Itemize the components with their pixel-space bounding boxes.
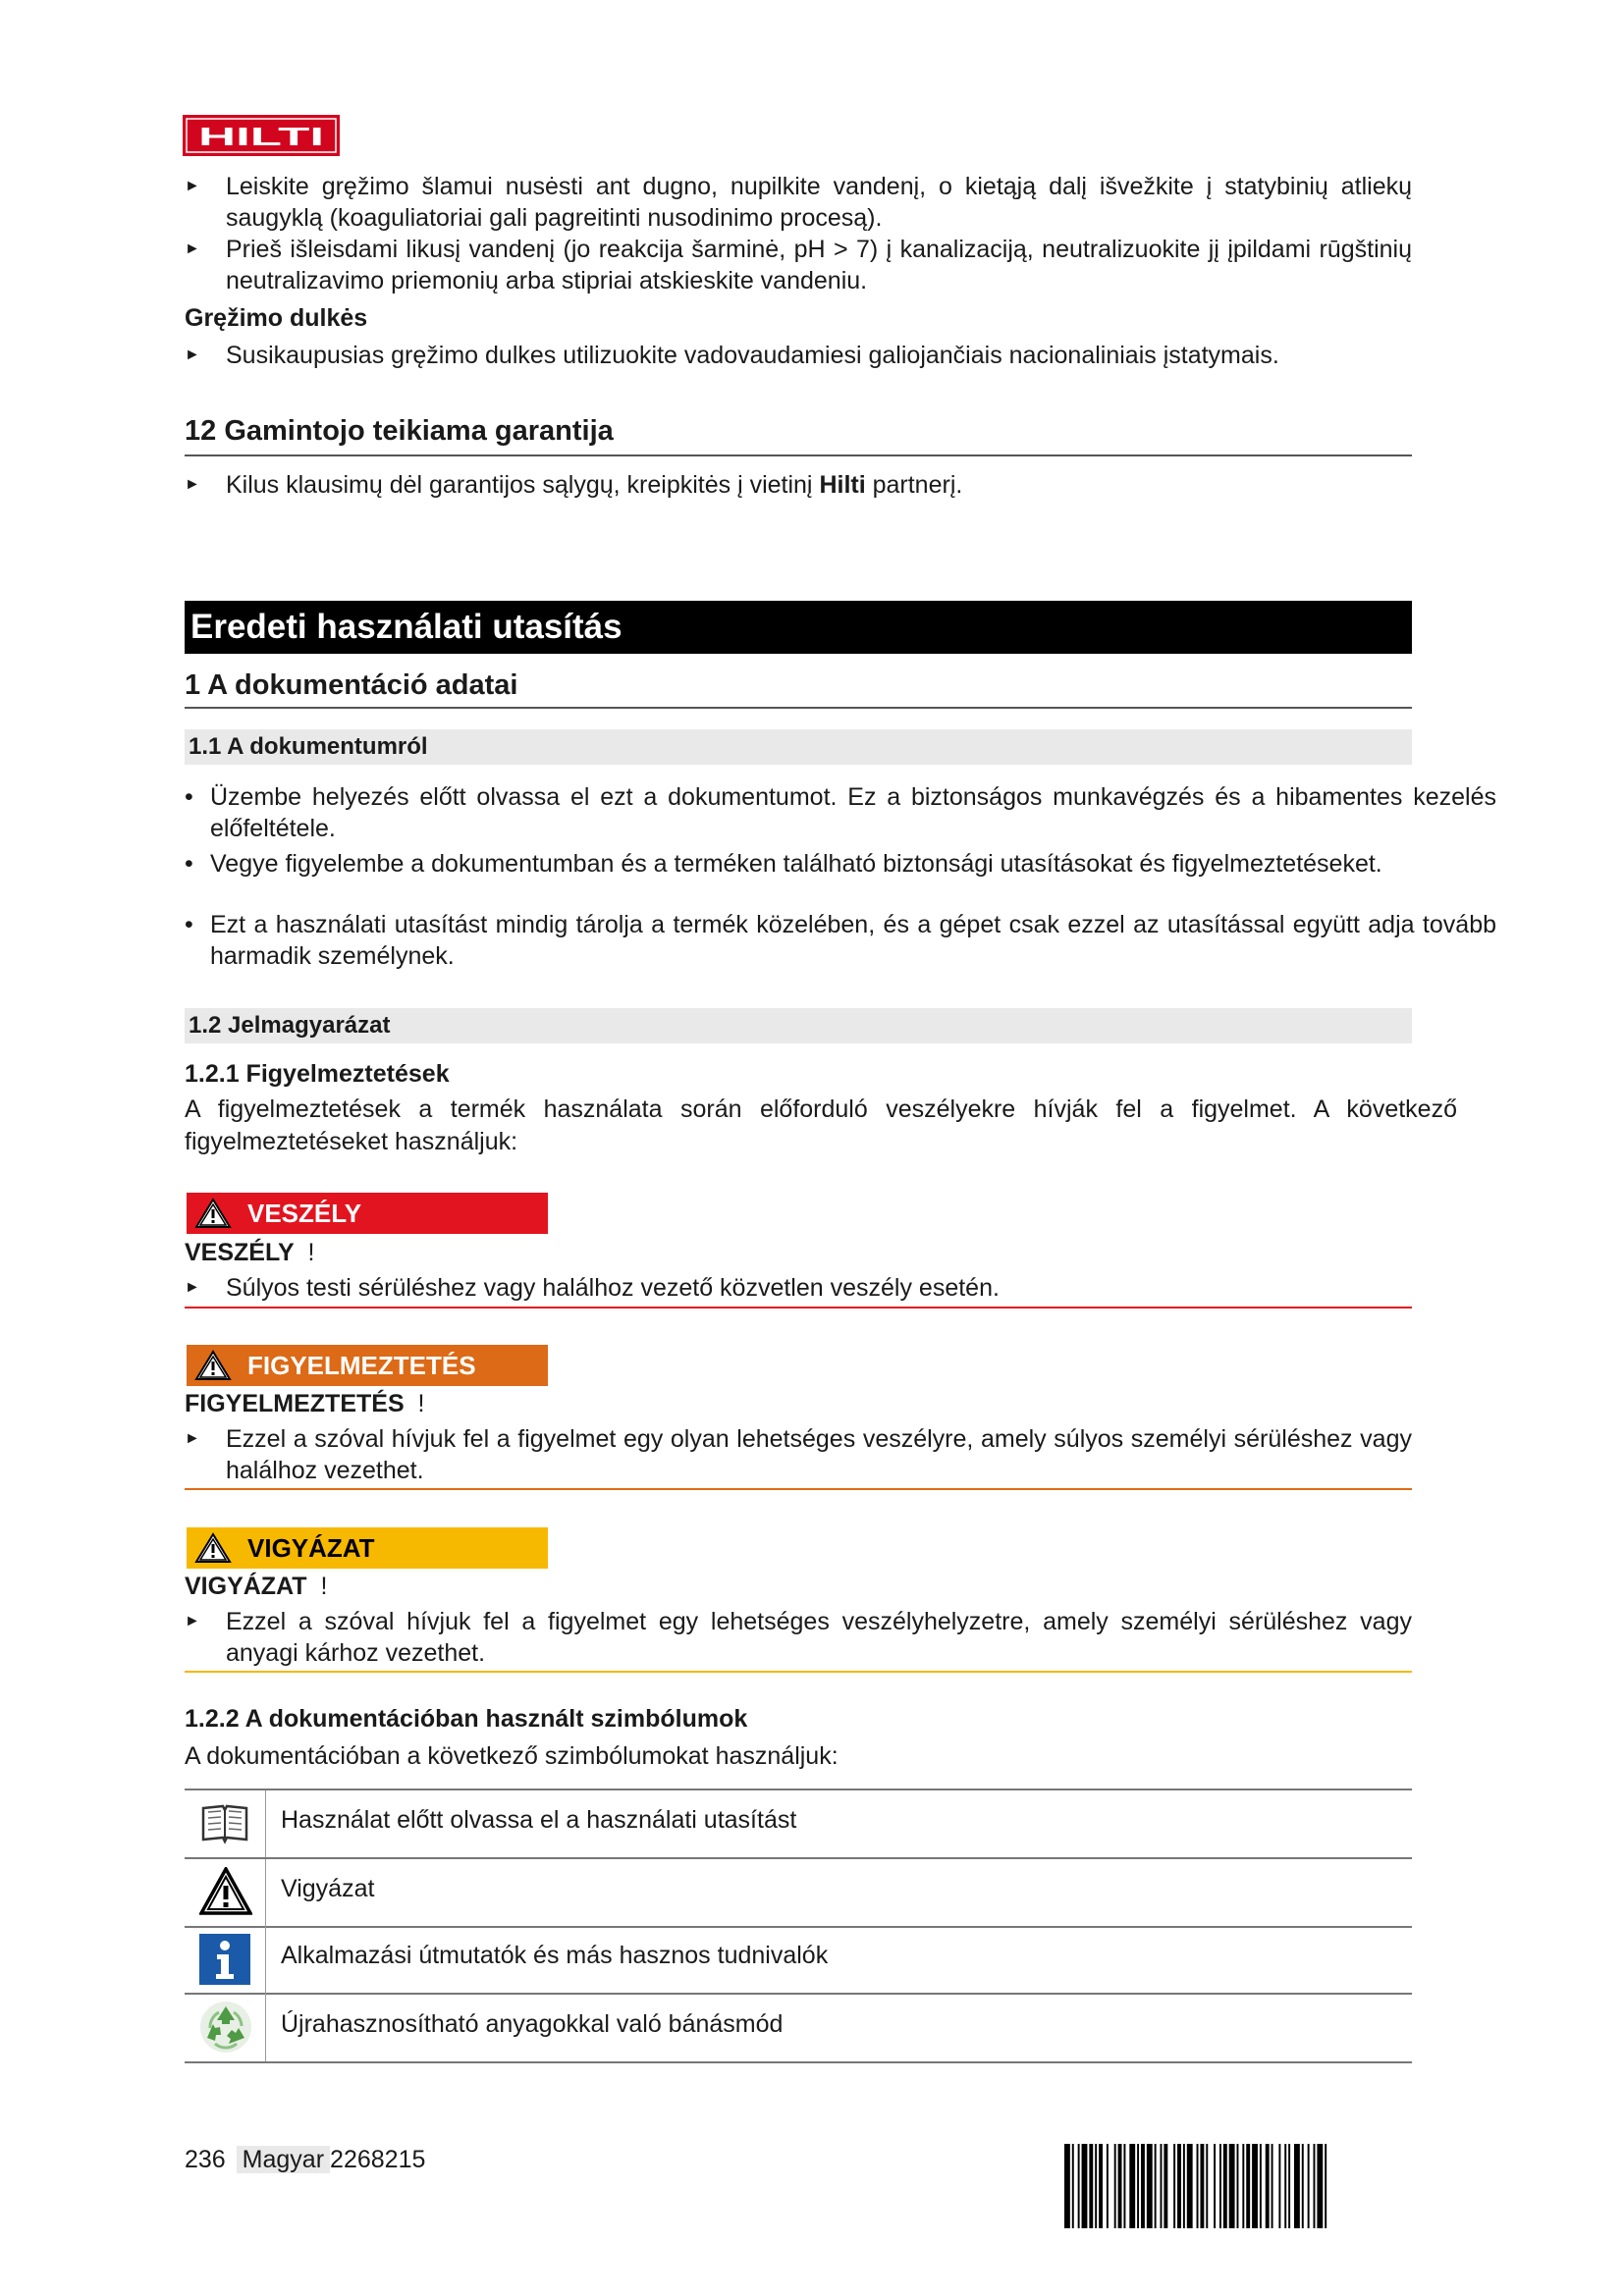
danger-heading: VESZÉLY ! <box>185 1239 315 1266</box>
warning-triangle-icon <box>194 1350 232 1381</box>
recycle-icon <box>199 2001 252 2054</box>
danger-signal-label: VESZÉLY <box>187 1193 548 1234</box>
bullet-arrow-icon: ► <box>185 240 200 257</box>
table-row: Újrahasznosítható anyagokkal való bánásmód <box>185 1993 1412 2063</box>
footer-language: Magyar <box>237 2146 330 2173</box>
doc-code: 2268215 <box>330 2146 426 2173</box>
warning-triangle-icon <box>194 1532 232 1564</box>
divider <box>185 1488 1412 1490</box>
subsection-heading-1-2: 1.2 Jelmagyarázat <box>185 1008 1412 1043</box>
page-number: 236 <box>185 2146 226 2173</box>
heading-1-2-1: 1.2.1 Figyelmeztetések <box>185 1060 450 1088</box>
book-icon <box>199 1798 250 1847</box>
bullet-arrow-icon: ► <box>185 1430 200 1447</box>
info-icon <box>199 1934 250 1985</box>
page-footer <box>185 2146 425 2174</box>
divider <box>185 1307 1412 1308</box>
list-item: ► Prieš išleisdami likusį vandenį (jo reakcija šarminė, pH > 7) į kanalizaciją, neutralizuokite jį įpildami rūgštinių neutralizavimo priemonių arba stipriai atskieskite vandeniu. <box>185 236 1412 294</box>
dust-heading: Gręžimo dulkės <box>185 304 368 332</box>
warning-signal-label: FIGYELMEZTETÉS <box>187 1345 548 1386</box>
list-item: ► Ezzel a szóval hívjuk fel a figyelmet egy olyan lehetséges veszélyre, amely súlyos személyi sérüléshez vagy halálhoz vezethet. <box>185 1425 1412 1484</box>
divider <box>185 1671 1412 1673</box>
bullet-arrow-icon: ► <box>185 1613 200 1629</box>
barcode-icon <box>1064 2144 1408 2228</box>
list-item: ► Súlyos testi sérüléshez vagy halálhoz vezető közvetlen veszély esetén. <box>185 1274 1000 1302</box>
heading-1-2-2: 1.2.2 A dokumentációban használt szimbólumok <box>185 1705 748 1733</box>
hilti-logo <box>183 115 340 156</box>
list-item: ► Susikaupusias gręžimo dulkes utilizuokite vadovaudamiesi galiojančiais nacionaliniais įstatymais. <box>185 342 1279 369</box>
bullet-arrow-icon: ► <box>185 476 200 493</box>
symbols-intro: A dokumentációban a következő szimbólumokat használjuk: <box>185 1742 839 1770</box>
table-row: Vigyázat <box>185 1859 1412 1928</box>
warnings-intro: A figyelmeztetések a termék használata során előforduló veszélyekre hívják fel a figyelmet. A következő figyelmeztetéseket használjuk: <box>185 1095 1457 1155</box>
list-item: ► Leiskite gręžimo šlamui nusėsti ant dugno, nupilkite vandenį, o kietąją dalį išvežkite į statybinių atliekų saugyklą (koaguliatoriai gali pagreitinti nusodinimo procesą). <box>185 173 1412 232</box>
section-heading-1: 1 A dokumentáció adatai <box>185 669 1412 709</box>
list-item: • Vegye figyelembe a dokumentumban és a terméken található biztonsági utasításokat és figyelmeztetéseket. <box>185 850 1382 878</box>
bullet-arrow-icon: ► <box>185 178 200 194</box>
brand-name: Hilti <box>819 471 866 499</box>
document-title-banner: Eredeti használati utasítás <box>185 601 1412 654</box>
list-item: ► Kilus klausimų dėl garantijos sąlygų, kreipkitės į vietinį Hilti partnerį. <box>185 471 963 499</box>
list-item: • Ezt a használati utasítást mindig tárolja a termék közelében, és a gépet csak ezzel az utasítással együtt adja tovább harmadik személynek. <box>185 911 1496 970</box>
svg-text:HILTI: HILTI <box>198 122 324 151</box>
table-row: Használat előtt olvassa el a használati utasítást <box>185 1790 1412 1859</box>
table-row: Alkalmazási útmutatók és más hasznos tudnivalók <box>185 1926 1412 1995</box>
section-heading-warranty: 12 Gamintojo teikiama garantija <box>185 415 1412 456</box>
warning-triangle-icon <box>199 1867 252 1916</box>
list-item: • Üzembe helyezés előtt olvassa el ezt a dokumentumot. Ez a biztonságos munkavégzés és a hibamentes kezelés előfeltétele. <box>185 783 1496 842</box>
subsection-heading-1-1: 1.1 A dokumentumról <box>185 729 1412 765</box>
warning-triangle-icon <box>194 1198 232 1229</box>
caution-signal-label: VIGYÁZAT <box>187 1527 548 1569</box>
bullet-arrow-icon: ► <box>185 347 200 363</box>
caution-heading: VIGYÁZAT ! <box>185 1573 328 1600</box>
list-item: ► Ezzel a szóval hívjuk fel a figyelmet egy lehetséges veszélyhelyzetre, amely személyi sérüléshez vagy anyagi kárhoz vezethet. <box>185 1608 1412 1667</box>
warning-heading: FIGYELMEZTETÉS ! <box>185 1390 425 1417</box>
bullet-arrow-icon: ► <box>185 1279 200 1296</box>
